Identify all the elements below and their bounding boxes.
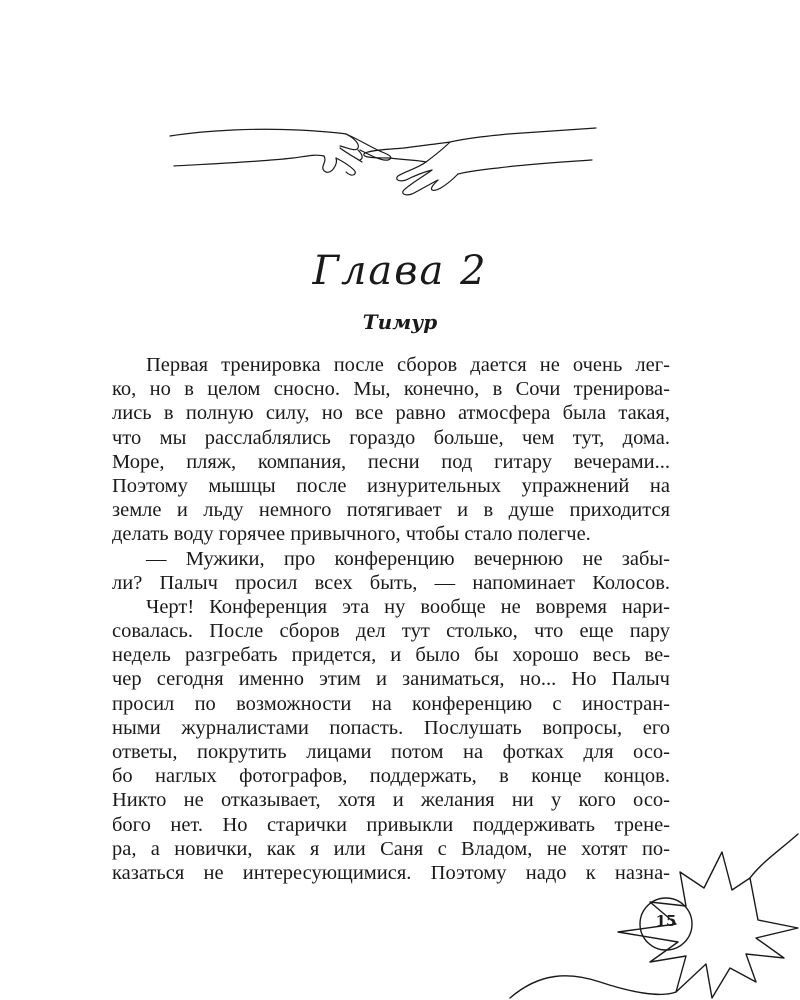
text-line: Поэтому мышцы после изнурительных упражнений на (112, 474, 670, 497)
chapter-subtitle: Тимур (362, 310, 438, 334)
text-line: бого нет. Но старички привыкли поддерживать трене- (112, 813, 670, 836)
text-line: совалась. После сборов дел тут столько, что еще пару (112, 620, 670, 643)
text-line: что мы расслаблялись гораздо больше, чем тут, дома. (112, 426, 670, 449)
text-line: лись в полную силу, но все равно атмосфера была такая, (112, 402, 670, 425)
chapter-title: Глава 2 (312, 248, 488, 294)
text-line: казаться не интересующимися. Поэтому надо к назна- (112, 861, 670, 884)
text-line: недель разгребать придется, и было бы хорошо весь ве- (112, 644, 670, 667)
text-line: ответы, покрутить лицами потом на фотках для осо- (112, 741, 670, 763)
page-number: 15 (655, 912, 677, 930)
text-line: ными журналистами попасть. Послушать вопросы, его (112, 716, 670, 739)
text-line: ли? Палыч просил всех быть, — напоминает Колосов. (112, 571, 670, 594)
text-line: Море, пляж, компания, песни под гитару вечерами... (112, 450, 670, 473)
text-line: Никто не отказывает, хотя и желания ни у кого осо- (112, 789, 670, 812)
text-line: делать воду горячее привычного, чтобы стало полегче. (112, 523, 591, 546)
text-line: Первая тренировка после сборов дается не очень лег- (146, 354, 670, 376)
text-line: просил по возможности на конференцию с иностран- (112, 692, 670, 715)
text-line: чер сегодня именно этим и заниматься, но... Но Палыч (112, 668, 670, 691)
reaching-hands-icon (168, 118, 598, 228)
text-line: земле и льду немного потягивает и в душе приходится (112, 499, 670, 522)
text-line: ра, а новички, как я или Саня с Владом, не хотят по- (112, 837, 670, 860)
text-line: — Мужики, про конференцию вечернюю не забы- (146, 547, 670, 570)
body-text (112, 353, 670, 885)
text-line: бо наглых фотографов, поддержать, в конце концов. (112, 765, 670, 788)
text-line: ко, но в целом сносно. Мы, конечно, в Сочи тренирова- (112, 378, 670, 401)
text-line: Черт! Конференция эта ну вообще не вовремя нари- (146, 595, 670, 618)
